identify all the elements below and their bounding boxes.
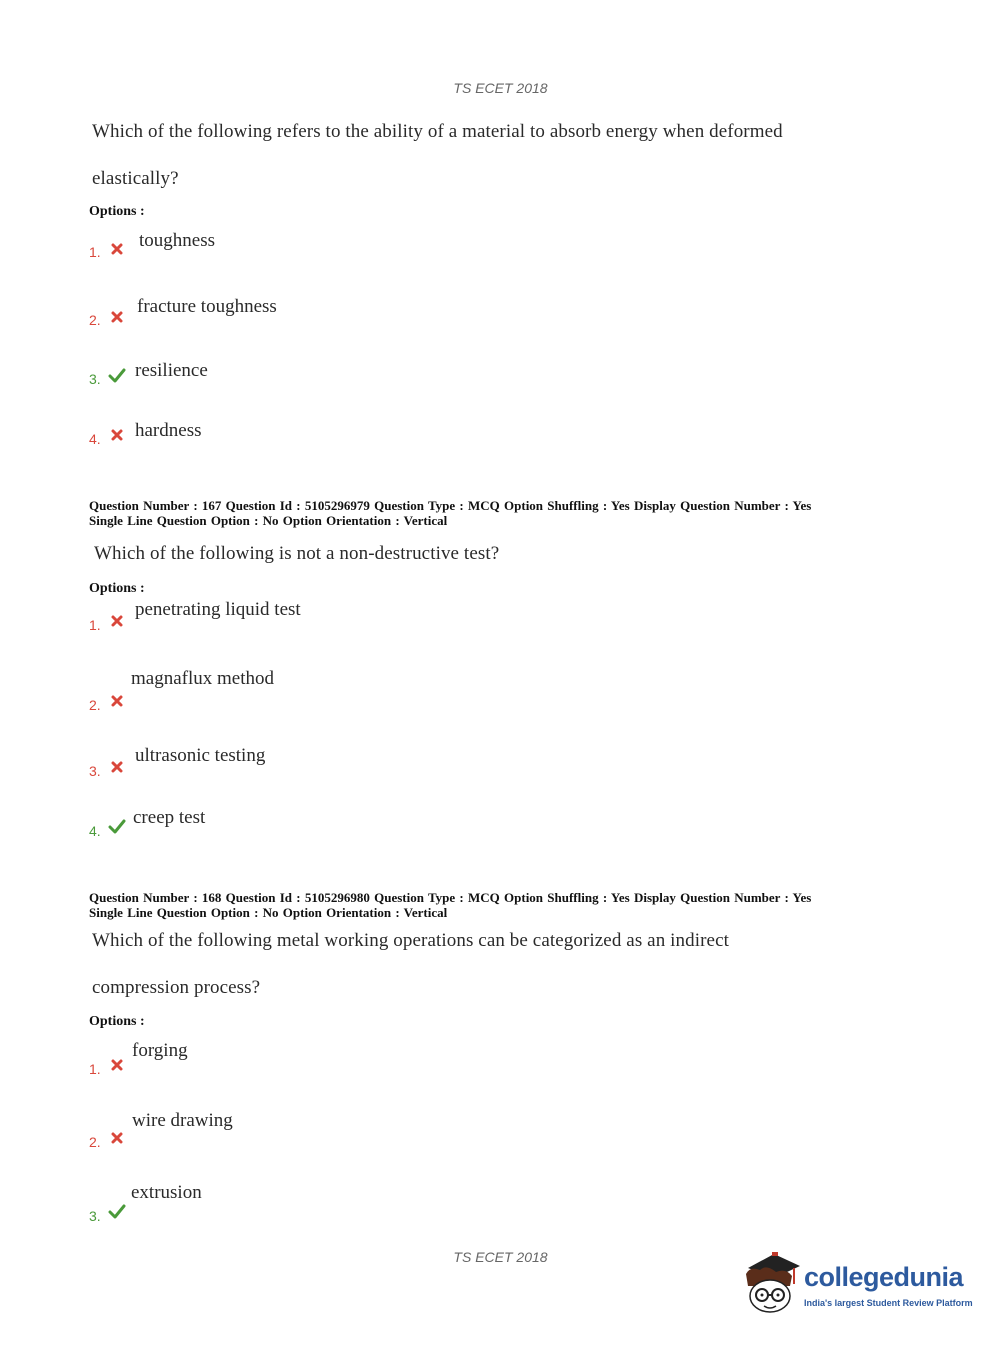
q2-option-4-text: creep test: [133, 807, 206, 828]
q2-option-4-number: 4.: [89, 823, 101, 839]
q1-option-3-text: resilience: [135, 360, 208, 381]
cross-icon: [108, 309, 126, 325]
q2-option-2-text: magnaflux method: [131, 668, 274, 689]
question-1-text-line-2: elastically?: [92, 168, 179, 189]
check-icon: [108, 1204, 126, 1220]
cross-icon: [108, 693, 126, 709]
question-1-text-line-1: Which of the following refers to the ability of a material to absorb energy when deformed: [92, 121, 783, 142]
question-168-meta-line-2: Single Line Question Option : No Option Orientation : Vertical: [89, 905, 448, 920]
cross-icon: [108, 613, 126, 629]
page-header: TS ECET 2018: [453, 80, 548, 96]
question-168-options-label: Options :: [89, 1014, 145, 1029]
q1-option-4-text: hardness: [135, 420, 202, 441]
question-168-meta-line-1: Question Number : 168 Question Id : 5105296980 Question Type : MCQ Option Shuffling : Yes Display Question Number : Yes: [89, 890, 812, 905]
q2-option-3-number: 3.: [89, 763, 101, 779]
cross-icon: [108, 1057, 126, 1073]
question-168-text-line-1: Which of the following metal working operations can be categorized as an indirect: [92, 930, 729, 951]
question-1-options-label: Options :: [89, 204, 145, 219]
q3-option-1-number: 1.: [89, 1061, 101, 1077]
check-icon: [108, 368, 126, 384]
q1-option-1-number: 1.: [89, 244, 101, 260]
q2-option-1-number: 1.: [89, 617, 101, 633]
page-footer: TS ECET 2018: [453, 1249, 548, 1265]
question-167-options-label: Options :: [89, 581, 145, 596]
q1-option-1-text: toughness: [139, 230, 215, 251]
question-168-text-line-2: compression process?: [92, 977, 261, 998]
cross-icon: [108, 427, 126, 443]
cross-icon: [108, 1130, 126, 1146]
q2-option-2-number: 2.: [89, 697, 101, 713]
cross-icon: [108, 759, 126, 775]
q1-option-2-text: fracture toughness: [137, 296, 277, 317]
q3-option-2-text: wire drawing: [132, 1110, 233, 1131]
mascot-icon: [742, 1250, 802, 1320]
q1-option-2-number: 2.: [89, 312, 101, 328]
q3-option-2-number: 2.: [89, 1134, 101, 1150]
q3-option-3-text: extrusion: [131, 1182, 202, 1203]
collegedunia-logo: [742, 1250, 972, 1320]
q2-option-3-text: ultrasonic testing: [135, 745, 266, 766]
q1-option-3-number: 3.: [89, 371, 101, 387]
cross-icon: [108, 241, 126, 257]
q2-option-1-text: penetrating liquid test: [135, 599, 301, 620]
logo-wordmark: collegedunia: [804, 1262, 964, 1292]
logo-tagline: India's largest Student Review Platform: [804, 1298, 973, 1308]
question-167-text: Which of the following is not a non-destructive test?: [94, 543, 500, 564]
check-icon: [108, 819, 126, 835]
question-167-meta-line-2: Single Line Question Option : No Option Orientation : Vertical: [89, 513, 448, 528]
q1-option-4-number: 4.: [89, 431, 101, 447]
q3-option-3-number: 3.: [89, 1208, 101, 1224]
q3-option-1-text: forging: [132, 1040, 188, 1061]
question-167-meta-line-1: Question Number : 167 Question Id : 5105296979 Question Type : MCQ Option Shuffling : Yes Display Question Number : Yes: [89, 498, 812, 513]
